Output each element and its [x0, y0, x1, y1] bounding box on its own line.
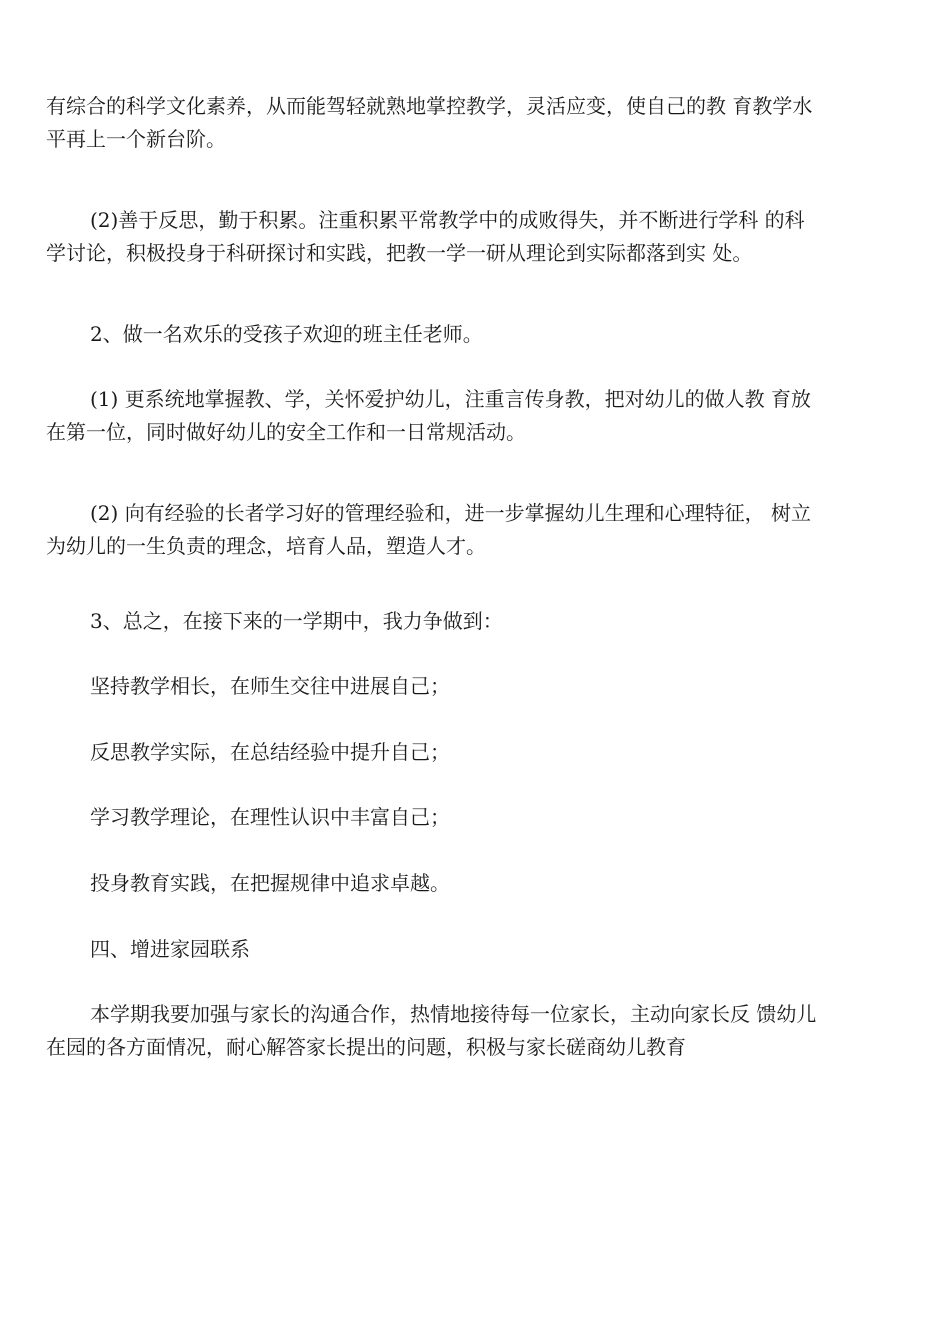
heading-line: 四、增进家园联系	[90, 937, 250, 961]
paragraph-line: 在园的各方面情况，耐心解答家长提出的问题，积极与家长磋商幼儿教育	[46, 1035, 686, 1059]
goal-line	[46, 867, 916, 900]
goal-line	[46, 736, 916, 769]
paragraph-line: 投身教育实践，在把握规律中追求卓越。	[90, 871, 450, 895]
paragraph-line: (2)善于反思，勤于积累。注重积累平常教学中的成败得失，并不断进行学科 的科	[90, 208, 805, 232]
paragraph-line: 学讨论，积极投身于科研探讨和实践，把教一学一研从理论到实际都落到实 处。	[46, 241, 753, 265]
paragraph-line: 为幼儿的一生负责的理念，培育人品，塑造人才。	[46, 534, 486, 558]
heading-line: 3、总之，在接下来的一学期中，我力争做到：	[90, 609, 503, 633]
paragraph-item-1	[46, 383, 916, 449]
section-heading-3	[46, 605, 916, 638]
paragraph-line: 在第一位，同时做好幼儿的安全工作和一日常规活动。	[46, 420, 526, 444]
goal-line	[46, 670, 916, 703]
paragraph-line: 本学期我要加强与家长的沟通合作，热情地接待每一位家长，主动向家长反 馈幼儿	[90, 1002, 817, 1026]
paragraph-line: 反思教学实际，在总结经验中提升自己；	[90, 740, 450, 764]
paragraph-line: 坚持教学相长，在师生交往中进展自己；	[90, 674, 450, 698]
goal-line	[46, 801, 916, 834]
paragraph-line: (2) 向有经验的长者学习好的管理经验和，进一步掌握幼儿生理和心理特征， 树立	[90, 501, 812, 525]
paragraph-line: 有综合的科学文化素养，从而能驾轻就熟地掌控教学，灵活应变，使自己的教 育教学水	[46, 94, 813, 118]
paragraph-line: 学习教学理论，在理性认识中丰富自己；	[90, 805, 450, 829]
paragraph-continuation	[46, 90, 916, 156]
section-heading-2	[46, 318, 916, 351]
section-heading-4	[46, 933, 916, 966]
paragraph-line: 平再上一个新台阶。	[46, 127, 226, 151]
paragraph-reflection	[46, 204, 916, 270]
heading-line: 2、做一名欢乐的受孩子欢迎的班主任老师。	[90, 322, 483, 346]
paragraph-line: (1) 更系统地掌握教、学，关怀爱护幼儿，注重言传身教，把对幼儿的做人教 育放	[90, 387, 812, 411]
paragraph-item-2	[46, 497, 916, 563]
paragraph-home-school	[46, 998, 916, 1064]
